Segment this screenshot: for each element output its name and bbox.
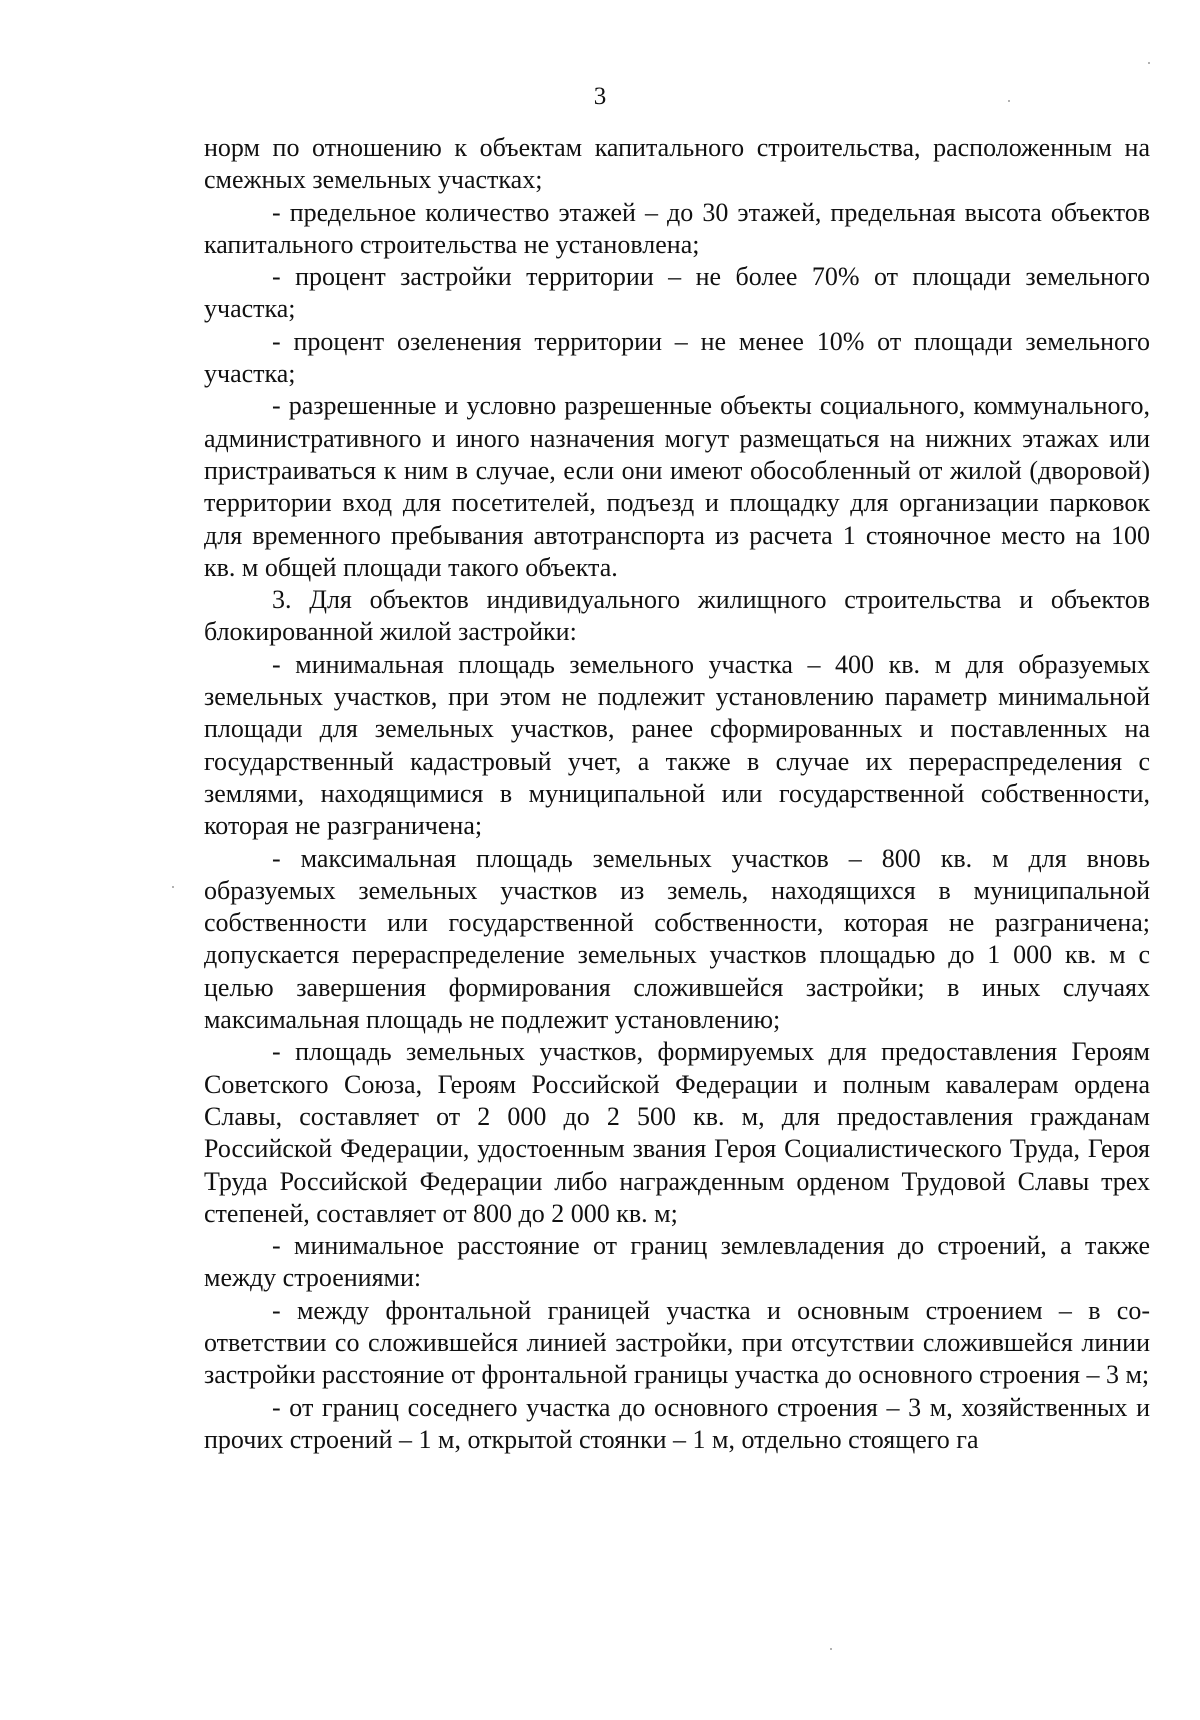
scan-speck [1148, 62, 1150, 64]
paragraph: - минимальное расстояние от границ землевладения до строений, а также между строениями: [204, 1231, 1150, 1293]
page-number: 3 [593, 83, 607, 110]
paragraph: - разрешенные и условно разрешенные объекты социального, коммунального, административного и иного назначения могут размещаться на нижних этажах или пристраиваться к ним в случае, если они имеют обособленный от жилой (дворовой) территории вход для посетителей, подъезд и площадку для организации парковок для временного пребывания автотранспорта из расчета 1 стояночное место на 100 кв. м общей площади такого объекта. [204, 391, 1150, 582]
document-body [204, 132, 1150, 1456]
paragraph: - процент озеленения территории – не менее 10% от площади земельного участка; [204, 326, 1150, 389]
paragraph: - максимальная площадь земельных участков – 800 кв. м для вновь образуемых земельных участков из земель, находящихся в муниципальной собственности или государственной собственности, которая не разграничена; допускается перераспределение земельных участков площадью до 1 000 кв. м с целью завершения формирования сложившейся застройки; в иных случаях максимальная площадь не подлежит установлению; [204, 843, 1150, 1035]
paragraph: - предельное количество этажей – до 30 этажей, предельная высота объектов капитального строительства не установлена; [204, 197, 1150, 259]
paragraph: - между фронтальной границей участка и основным строением – в соответствии со сложившейся линией застройки, при отсутствии сложившейся линии застройки расстояние от фронтальной границы участка до основного строения – 3 м; [204, 1295, 1150, 1390]
scan-speck [1008, 100, 1010, 102]
paragraph: - площадь земельных участков, формируемых для предоставления Героям Советского Союза, Героям Российской Федерации и полным кавалерам ордена Славы, составляет от 2 000 до 2 500 кв. м, для предоставления гражданам Российской Федерации, удостоенным звания Героя Социалистического Труда, Героя Труда Российской Федерации либо награжденным орденом Трудовой Славы трех степеней, составляет от 800 до 2 000 кв. м; [204, 1037, 1150, 1228]
paragraph: 3. Для объектов индивидуального жилищного строительства и объектов блокированной жилой застройки: [204, 585, 1150, 647]
scan-speck [172, 886, 174, 888]
paragraph: - минимальная площадь земельного участка – 400 кв. м для образуемых земельных участков, при этом не подлежит установлению параметр минимальной площади для земельных участков, ранее сформированных и поставленных на государственный кадастровый учет, а также в случае их перераспределения с землями, находящимися в муниципальной или государственной собственности, которая не разграничена; [204, 649, 1150, 841]
paragraph: норм по отношению к объектам капитального строительства, расположенным на смежных земельных участках; [204, 133, 1150, 195]
paragraph: - процент застройки территории – не более 70% от площади земельного участка; [204, 262, 1150, 324]
paragraph: - от границ соседнего участка до основного строения – 3 м, хозяйственных и прочих строений – 1 м, открытой стоянки – 1 м, отдельно стоящего га [204, 1392, 1150, 1454]
scan-speck [830, 1648, 832, 1650]
